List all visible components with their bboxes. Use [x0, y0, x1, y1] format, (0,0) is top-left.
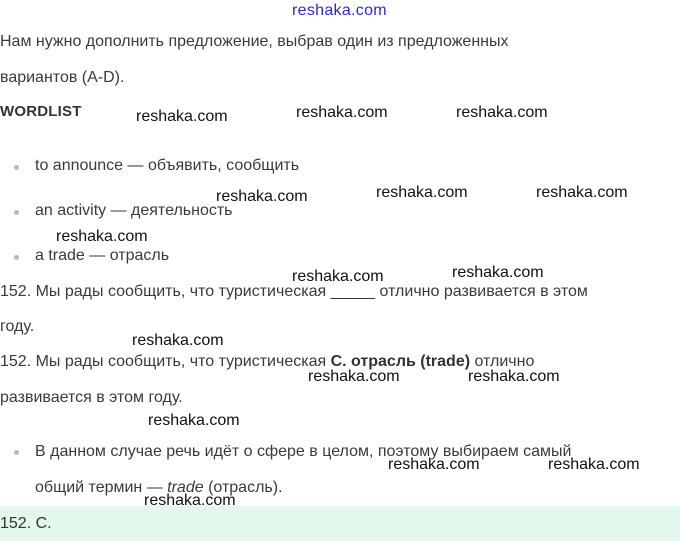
watermark: reshaka.com — [216, 188, 308, 205]
answer-bar — [0, 506, 680, 541]
watermark: reshaka.com — [296, 104, 388, 121]
filled-before: 152. Мы рады сообщить, что туристическая — [0, 353, 331, 370]
watermark: reshaka.com — [136, 108, 228, 125]
watermark: reshaka.com — [536, 184, 628, 201]
watermark: reshaka.com — [456, 104, 548, 121]
wordlist-item: an activity — деятельность — [35, 202, 233, 219]
intro-line-2: вариантов (A-D). — [0, 69, 125, 86]
watermark: reshaka.com — [292, 268, 384, 285]
watermark: reshaka.com — [548, 456, 640, 473]
filled-sentence-line-2: развивается в этом году. — [0, 389, 183, 406]
wordlist-item: a trade — отрасль — [35, 247, 170, 264]
bullet-dot-icon — [14, 210, 19, 215]
question-line-1: 152. Мы рады сообщить, что туристическая _____ отлично развивается в этом — [0, 283, 588, 300]
watermark: reshaka.com — [388, 456, 480, 473]
explanation-before: общий термин — — [35, 479, 168, 496]
filled-sentence-line-1 — [0, 352, 534, 372]
watermark: reshaka.com — [148, 412, 240, 429]
wordlist-heading: WORDLIST — [0, 103, 82, 120]
bullet-dot-icon — [14, 450, 19, 455]
answer-text: 152. C. — [0, 515, 52, 532]
watermark: reshaka.com — [376, 184, 468, 201]
intro-line-1: Нам нужно дополнить предложение, выбрав один из предложенных — [0, 33, 509, 50]
explanation-line-1: В данном случае речь идёт о сфере в целом, поэтому выбираем самый — [35, 443, 572, 460]
watermark: reshaka.com — [132, 332, 224, 349]
explanation-term: trade — [167, 479, 204, 496]
explanation-after: (отрасль). — [203, 479, 283, 496]
filled-answer: C. отрасль (trade) — [330, 353, 471, 370]
filled-after: отлично — [470, 353, 535, 370]
watermark: reshaka.com — [144, 492, 236, 509]
watermark: reshaka.com — [308, 368, 400, 385]
bullet-dot-icon — [14, 255, 19, 260]
watermark: reshaka.com — [468, 368, 560, 385]
wordlist-item: to announce — объявить, сообщить — [35, 157, 300, 174]
watermark: reshaka.com — [56, 228, 148, 245]
bullet-dot-icon — [14, 165, 19, 170]
site-header-link[interactable]: reshaka.com — [292, 2, 387, 19]
question-line-2: году. — [0, 318, 35, 335]
watermark: reshaka.com — [452, 264, 544, 281]
